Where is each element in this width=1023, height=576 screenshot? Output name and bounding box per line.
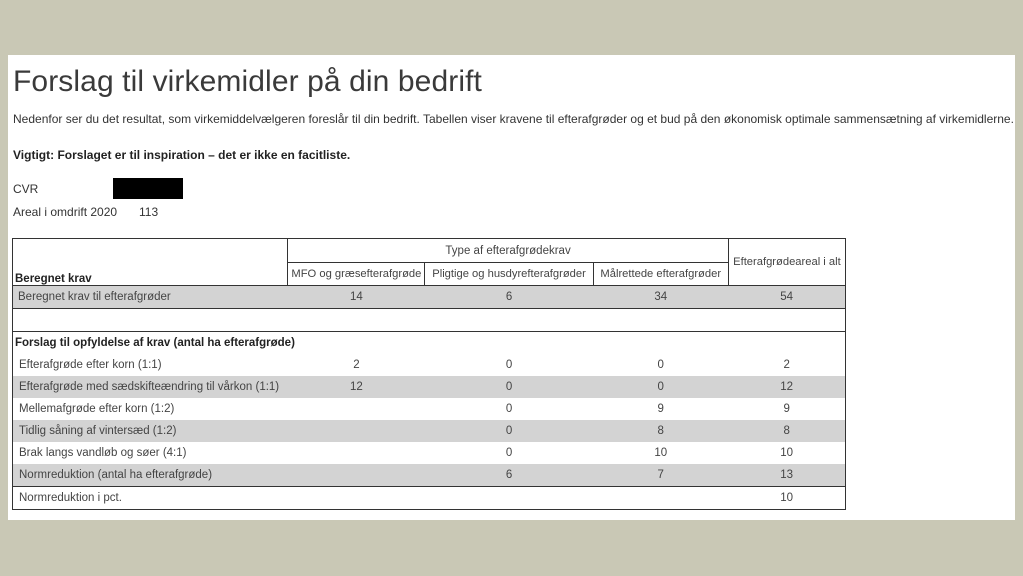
cell-value: 14: [288, 286, 425, 309]
table-spacer: [13, 309, 846, 332]
table-section-header: [13, 332, 846, 355]
cell-value: 0: [657, 359, 664, 371]
areal-value: 113: [139, 205, 159, 219]
row-label: Normreduktion (antal ha efterafgrøde): [13, 464, 288, 487]
page-title: Forslag til virkemidler på din bedrift: [13, 65, 482, 98]
cell-value: 0: [425, 420, 593, 442]
row-label: Efterafgrøde med sædskifteændring til vårkon (1:1): [13, 376, 288, 398]
cell-value: [288, 442, 425, 464]
requirements-table: [12, 238, 846, 510]
table-row: [13, 376, 846, 398]
cell-value: 12: [288, 376, 425, 398]
cell-value: [288, 398, 425, 420]
areal-label: Areal i omdrift 2020: [13, 205, 118, 219]
cell-value: [288, 464, 425, 487]
table-row: [13, 464, 846, 487]
cell-value: 0: [593, 376, 728, 398]
cell-value: 0: [505, 403, 513, 415]
cell-value: 6: [425, 464, 593, 487]
row-label: Efterafgrøde efter korn (1:1): [13, 354, 288, 376]
row-label: Brak langs vandløb og søer (4:1): [13, 442, 288, 464]
row-label: Mellemafgrøde efter korn (1:2): [13, 398, 288, 420]
header-total: Efterafgrødeareal i alt: [728, 239, 845, 286]
cell-value: 54: [728, 286, 845, 309]
cell-value: 2: [728, 354, 845, 376]
cvr-label: CVR: [13, 182, 39, 196]
header-col-mfo: MFO og græsefterafgrøde: [288, 263, 425, 286]
table-row: [13, 442, 846, 464]
cell-value: 8: [593, 420, 728, 442]
cell-value: [288, 420, 425, 442]
content-panel: [8, 55, 1015, 520]
cvr-redacted-value: [113, 178, 183, 199]
row-label: Tidlig såning af vintersæd (1:2): [13, 420, 288, 442]
table-row: [13, 398, 846, 420]
header-type: Type af efterafgrødekrav: [288, 239, 729, 263]
table-row-normreduktion-pct: [13, 487, 846, 510]
cell-value: 0: [425, 376, 593, 398]
section-label: Forslag til opfyldelse af krav (antal ha efterafgrøde): [13, 332, 846, 355]
header-col-maalrettede: Målrettede efterafgrøder: [593, 263, 728, 286]
header-col-pligtige: Pligtige og husdyrefterafgrøder: [425, 263, 593, 286]
cell-value: 0: [505, 359, 513, 371]
row-label: Beregnet krav til efterafgrøder: [13, 286, 288, 309]
warning-text: Vigtigt: Forslaget er til inspiration – det er ikke en facitliste.: [13, 148, 351, 162]
header-beregnet-krav: Beregnet krav: [13, 239, 288, 286]
cell-value: 2: [353, 359, 360, 371]
cell-value: 6: [425, 286, 593, 309]
table-row-calc: [13, 286, 846, 309]
cell-value: 10: [728, 442, 845, 464]
cell-value: 10: [654, 447, 668, 459]
cell-value: 12: [728, 376, 845, 398]
cell-value: 7: [593, 464, 728, 487]
cell-value: 9: [657, 403, 664, 415]
cell-value: 9: [728, 398, 845, 420]
cell-value: 34: [593, 286, 728, 309]
cell-value: 8: [728, 420, 845, 442]
cell-value: 13: [728, 464, 845, 487]
table-row: [13, 354, 846, 376]
intro-text: Nedenfor ser du det resultat, som virkemiddelvælgeren foreslår til din bedrift. Tabellen viser kravene til efterafgrøder og et bud på den økonomisk optimale sammensætning af virkemidlerne.: [13, 112, 1014, 126]
cell-value: 10: [728, 487, 845, 510]
cell-value: 0: [505, 447, 513, 459]
table-row: [13, 420, 846, 442]
row-label: Normreduktion i pct.: [13, 487, 288, 510]
